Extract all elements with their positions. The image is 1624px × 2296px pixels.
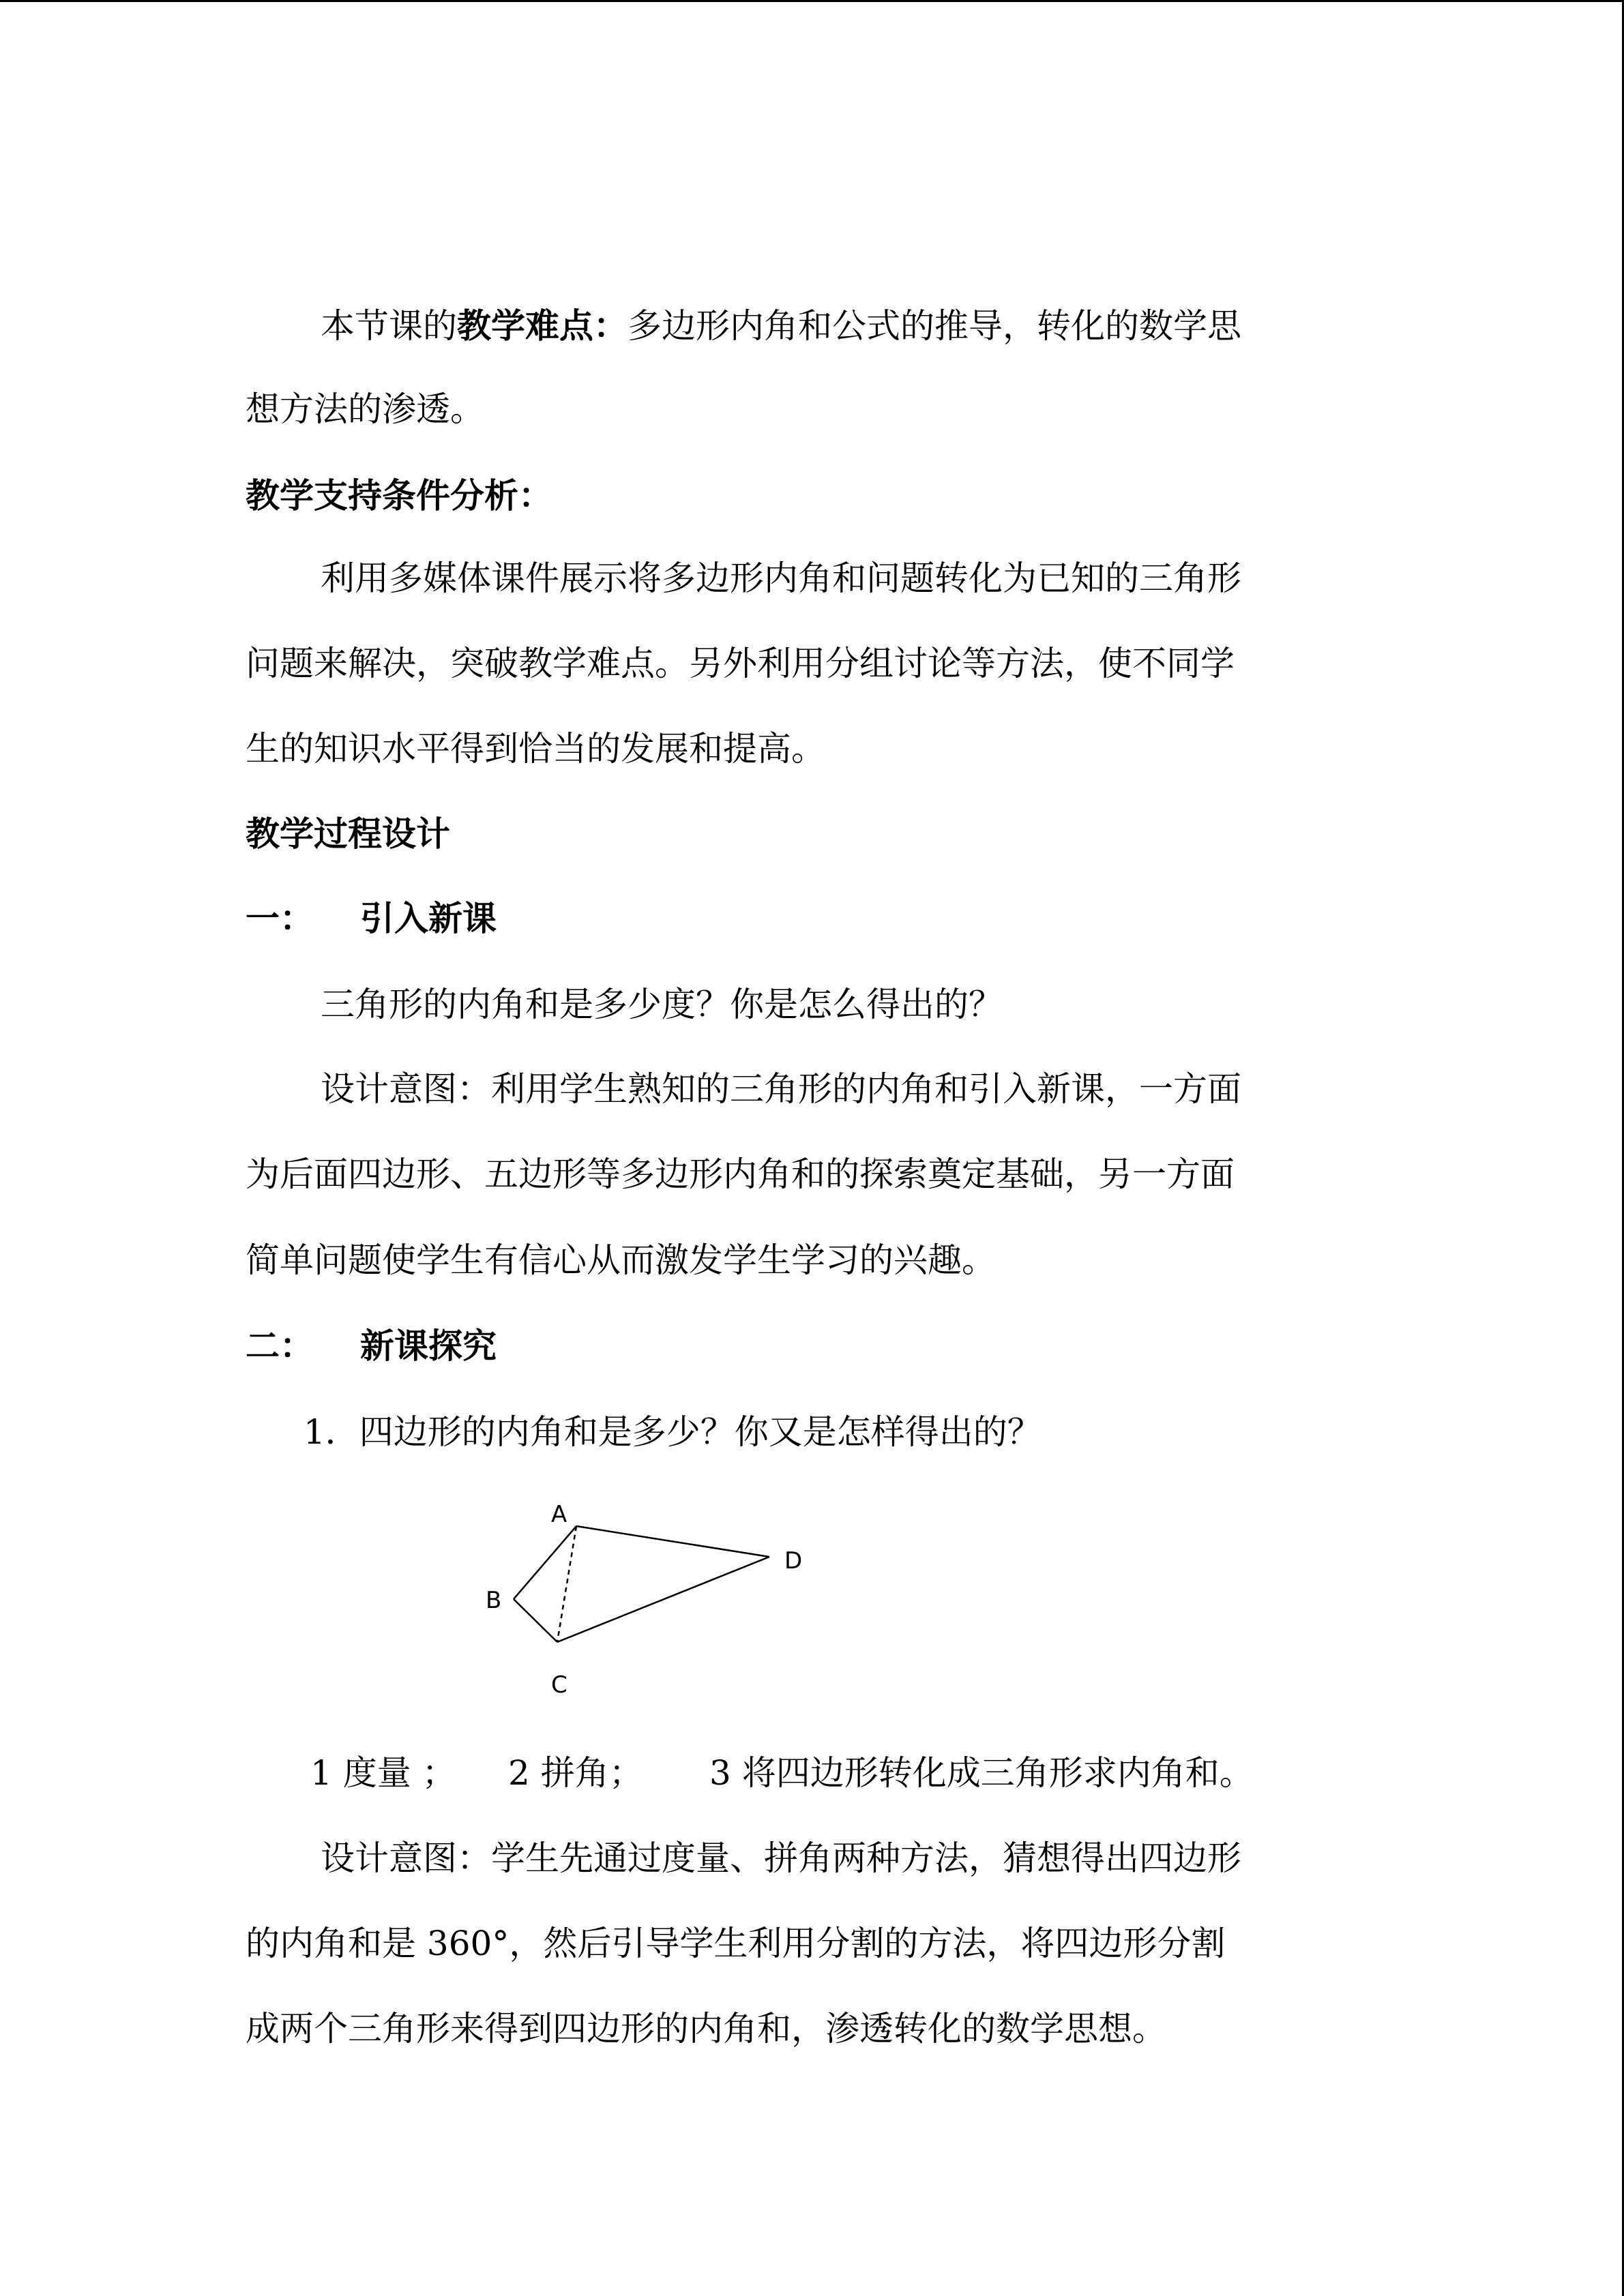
- vertex-label-A: A: [551, 1501, 567, 1528]
- section2-question: 1．四边形的内角和是多少？你又是怎样得出的？: [304, 1412, 1042, 1452]
- section1-question: 三角形的内角和是多少度？你是怎么得出的？: [321, 985, 1003, 1024]
- section1-intent-line-3: 简单问题使学生有信心从而激发学生学习的兴趣。: [246, 1240, 996, 1280]
- difficulty-line-2: 想方法的渗透。: [246, 389, 484, 429]
- section1-number: 一：: [246, 898, 314, 938]
- section2-intent-line-3: 成两个三角形来得到四边形的内角和，渗透转化的数学思想。: [246, 2009, 1166, 2048]
- vertex-label-B: B: [486, 1587, 502, 1614]
- vertex-label-D: D: [784, 1547, 803, 1575]
- support-heading: 教学支持条件分析：: [246, 475, 552, 516]
- vertex-label-C: C: [551, 1671, 567, 1699]
- difficulty-label: 教学难点：: [457, 305, 628, 346]
- section1-intent-line-2: 为后面四边形、五边形等多边形内角和的探索奠定基础，另一方面: [246, 1154, 1235, 1194]
- support-line-2: 问题来解决，突破教学难点。另外利用分组讨论等方法，使不同学: [246, 644, 1235, 683]
- section1-intent-line-1: 设计意图：利用学生熟知的三角形的内角和引入新课，一方面: [321, 1069, 1241, 1109]
- section1-title: 引入新课: [360, 898, 497, 938]
- quadrilateral-diagram: [464, 1493, 832, 1712]
- edge-CD: [557, 1557, 769, 1642]
- method-3: 3 将四边形转化成三角形求内角和。: [709, 1753, 1254, 1793]
- edge-BC: [514, 1599, 557, 1642]
- method-1: 1 度量 ；: [310, 1753, 456, 1793]
- section2-intent-line-1: 设计意图：学生先通过度量、拼角两种方法，猜想得出四边形: [321, 1838, 1241, 1878]
- edge-AD: [576, 1526, 769, 1557]
- page-top-border: [0, 0, 1624, 2]
- quadrilateral-svg: [464, 1493, 832, 1712]
- difficulty-line-1: [321, 305, 1241, 346]
- process-heading: 教学过程设计: [246, 814, 450, 854]
- section2-title: 新课探究: [360, 1326, 497, 1366]
- support-line-3: 生的知识水平得到恰当的发展和提高。: [246, 729, 825, 769]
- difficulty-prefix: 本节课的: [321, 306, 457, 346]
- diagonal-AC: [557, 1526, 576, 1642]
- support-line-1: 利用多媒体课件展示将多边形内角和问题转化为已知的三角形: [321, 558, 1241, 598]
- difficulty-text-1: 多边形内角和公式的推导，转化的数学思: [628, 306, 1241, 346]
- section2-intent-line-2: 的内角和是 360°，然后引导学生利用分割的方法，将四边形分割: [246, 1924, 1226, 1963]
- method-2: 2 拼角；: [508, 1753, 643, 1793]
- section2-number: 二：: [246, 1326, 314, 1366]
